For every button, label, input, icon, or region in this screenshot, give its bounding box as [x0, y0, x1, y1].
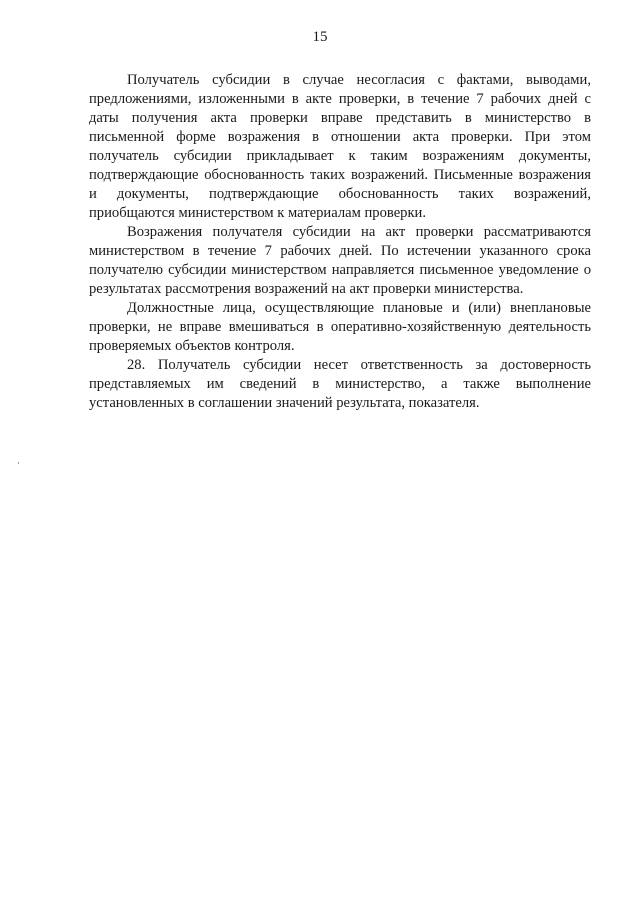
paragraph-officials-restriction: Должностные лица, осуществляющие плановые и (или) внеплановые проверки, не вправе вмешиваться в оперативно-хозяйственную деятельность проверяемых объектов контроля.	[89, 300, 591, 354]
paragraph-item-28: 28. Получатель субсидии несет ответственность за достоверность представляемых им сведений в министерство, а также выполнение установленных в соглашении значений результата, показателя.	[89, 357, 591, 411]
paragraph-objections-submission: Получатель субсидии в случае несогласия с фактами, выводами, предложениями, изложенными в акте проверки, в течение 7 рабочих дней с даты получения акта проверки вправе представить в министерство в письменной форме возражения в отношении акта проверки. При этом получатель субсидии прикладывает к таким возражениям документы, подтверждающие обоснованность таких возражений. Письменные возражения и документы, подтверждающие обоснованность таких возражений, приобщаются министерством к материалам проверки.	[89, 72, 591, 221]
document-body	[89, 71, 591, 413]
page-number: 15	[312, 29, 328, 45]
paragraph-objections-review: Возражения получателя субсидии на акт проверки рассматриваются министерством в течение 7 рабочих дней. По истечении указанного срока получателю субсидии министерством направляется письменное уведомление о результатах рассмотрения возражений на акт проверки министерства.	[89, 224, 591, 297]
scan-artifact	[18, 462, 19, 464]
